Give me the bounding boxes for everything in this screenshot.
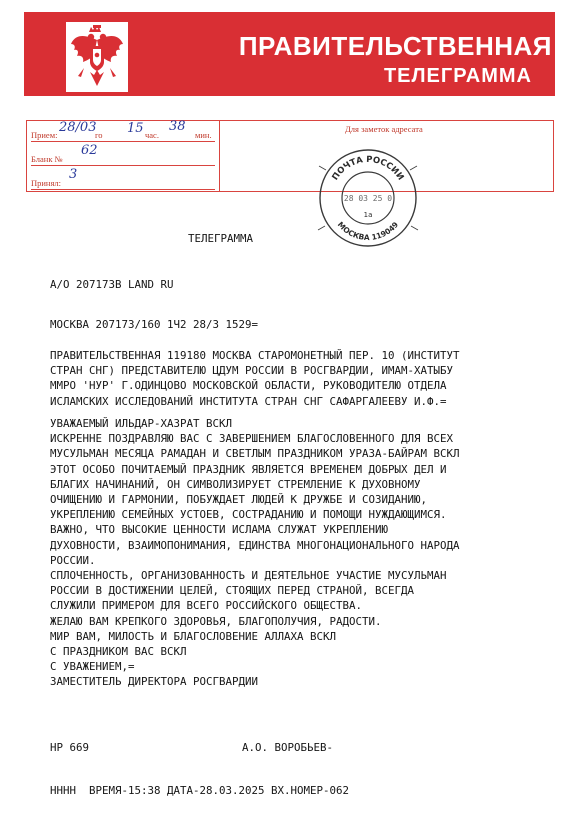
postmark-stamp <box>316 146 420 250</box>
received-hour: 15 <box>127 121 144 136</box>
footer-line: НННН ВРЕМЯ-15:38 ДАТА-28.03.2025 ВХ.НОМЕР-062 <box>50 784 350 797</box>
coat-of-arms-icon <box>66 22 128 92</box>
sender-reference: НР 669 <box>50 741 90 754</box>
hour-label: час. <box>145 130 159 140</box>
received-row <box>31 121 215 142</box>
message-body: УВАЖАЕМЫЙ ИЛЬДАР-ХАЗРАТ ВСКЛ ИСКРЕННЕ ПОЗДРАВЛЯЮ ВАС С ЗАВЕРШЕНИЕМ БЛАГОСЛОВЕННОГО ДЛЯ ВСЕХ МУСУЛЬМАН МЕСЯЦА РАМАДАН И СВЕТЛЫМ ПРАЗДНИКОМ УРАЗА-БАЙРАМ ВСКЛ ЭТОТ ОСОБО ПОЧИТАЕМЫЙ ПРАЗДНИК ЯВЛЯЕТСЯ ВРЕМЕНЕМ ДОБРЫХ ДЕЛ И БЛАГИХ НАЧИНАНИЙ, ОН СИМВОЛИЗИРУЕТ СТРЕМЛЕНИЕ К ДУХОВНОМУ ОЧИЩЕНИЮ И ГАРМОНИИ, ПОБУЖДАЕТ ЛЮДЕЙ К ДРУЖБЕ И СОЗИДАНИЮ, УКРЕПЛЕНИЮ СЕМЕЙНЫХ УСТОЕВ, СОСТРАДАНИЮ И ПОМОЩИ НУЖДАЮЩИМСЯ. ВАЖНО, ЧТО ВЫСОКИЕ ЦЕННОСТИ ИСЛАМА СЛУЖАТ УКРЕПЛЕНИЮ ДУХОВНОСТИ, ВЗАИМОПОНИМАНИЯ, ЕДИНСТВА МНОГОНАЦИОНАЛЬНОГО НАРОДА РОССИИ. СПЛОЧЕННОСТЬ, ОРГАНИЗОВАННОСТЬ И ДЕЯТЕЛЬНОЕ УЧАСТИЕ МУСУЛЬМАН РОССИИ В ДОСТИЖЕНИИ ЦЕЛЕЙ, СТОЯЩИХ ПЕРЕД СТРАНОЙ, ВСЕГДА СЛУЖИЛИ ПРИМЕРОМ ДЛЯ ВСЕГО РОССИЙСКОГО ОБЩЕСТВА. ЖЕЛАЮ ВАМ КРЕПКОГО ЗДОРОВЬЯ, БЛАГОПОЛУЧИЯ, РАДОСТИ. МИР ВАМ, МИЛОСТЬ И БЛАГОСЛОВЕНИЕ АЛЛАХА ВСКЛ С ПРАЗДНИКОМ ВАС ВСКЛ С УВАЖЕНИЕМ,= ЗАМЕСТИТЕЛЬ ДИРЕКТОРА РОСГВАРДИИ <box>50 417 460 689</box>
accepted-row <box>31 169 215 190</box>
banner-subtitle: ТЕЛЕГРАММА <box>383 65 532 87</box>
accepted-label: Принял: <box>31 178 61 188</box>
postmark-bottom-text: МОСКВА 119049 <box>335 219 401 243</box>
receipt-fields <box>27 121 220 191</box>
form-number-row <box>31 145 215 166</box>
telegram-header-banner <box>24 12 555 96</box>
route-line: МОСКВА 207173/160 1Ч2 28/3 1529= <box>50 318 259 331</box>
receipt-box <box>26 120 554 192</box>
form-number-value: 62 <box>81 143 98 158</box>
signature-line: А.О. ВОРОБЬЕВ- <box>242 741 334 754</box>
recipient-block: ПРАВИТЕЛЬСТВЕННАЯ 119180 МОСКВА СТАРОМОНЕТНЫЙ ПЕР. 10 (ИНСТИТУТ СТРАН СНГ) ПРЕДСТАВИТЕЛЮ ЦДУМ РОССИИ В РОСГВАРДИИ, ИМАМ-ХАТЫБУ ММРО 'НУР' Г.ОДИНЦОВО МОСКОВСКОЙ ОБЛАСТИ, РУКОВОДИТЕЛЮ ОТДЕЛА ИСЛАМСКИХ ИССЛЕДОВАНИЙ ИНСТИТУТА СТРАН СНГ САФАРГАЛЕЕВУ И.Ф.= <box>50 349 460 408</box>
received-date: 28/03 <box>59 120 97 135</box>
received-minutes: 38 <box>169 119 186 134</box>
postmark-date: 28 03 25 0 <box>343 194 393 203</box>
postmark-index: 1а <box>363 211 373 219</box>
postmark-top-text: ПОЧТА РОССИИ <box>330 154 406 183</box>
accepted-value: 3 <box>69 167 78 182</box>
form-number-label: Бланк № <box>31 154 63 164</box>
address-code: А/О 207173В LAND RU <box>50 278 174 291</box>
svg-text:МОСКВА 119049 <box>336 220 400 242</box>
received-label: Прием: <box>31 130 58 140</box>
year-label: го <box>95 130 103 140</box>
notes-label: Для заметок адресата <box>345 124 423 134</box>
telegram-heading: ТЕЛЕГРАММА <box>188 232 254 245</box>
banner-title: ПРАВИТЕЛЬСТВЕННАЯ <box>238 31 552 61</box>
minutes-label: мин. <box>195 130 212 140</box>
svg-text:ПОЧТА РОССИИ <box>331 155 406 182</box>
